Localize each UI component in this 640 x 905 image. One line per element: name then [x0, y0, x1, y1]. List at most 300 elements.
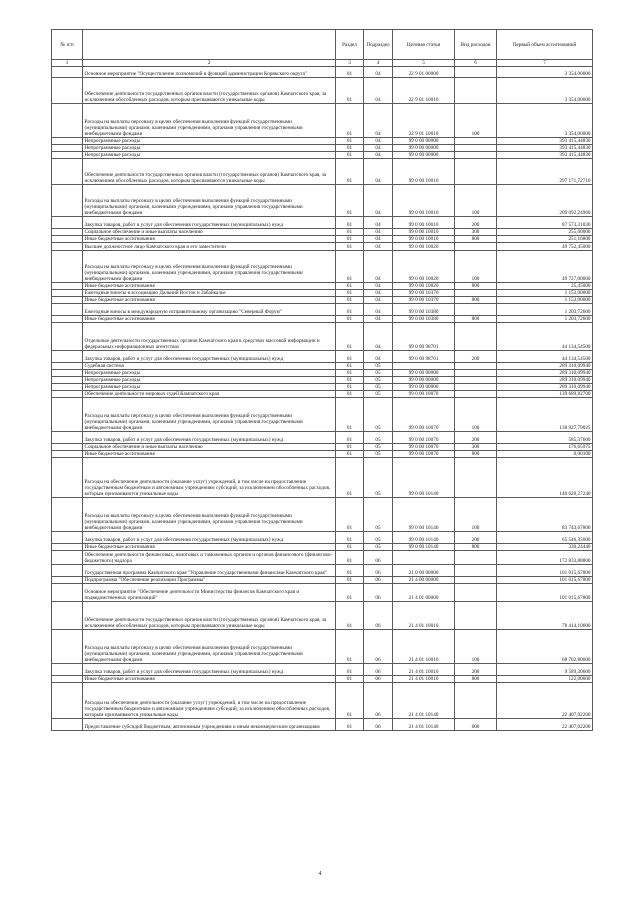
- target-article-cell: 99 0 00 10140: [393, 544, 455, 551]
- amount-cell: 83 743,67800: [497, 498, 593, 532]
- item-name-cell: Социальное обеспечение и иные выплаты населению: [83, 229, 336, 236]
- amount-cell: 393 415,44830: [497, 152, 593, 159]
- table-row: [52, 236, 593, 243]
- table-row: [52, 323, 593, 351]
- podrazdel-cell: 05: [364, 458, 393, 498]
- expense-type-cell: [455, 304, 497, 316]
- column-number: 5: [393, 60, 455, 67]
- podrazdel-cell: 04: [364, 297, 393, 304]
- target-article-cell: 21 4 01 10010: [393, 664, 455, 676]
- row-number-cell: [52, 719, 83, 731]
- table-row: [52, 251, 593, 283]
- target-article-cell: 21 4 01 10140: [393, 683, 455, 719]
- razdel-cell: 01: [336, 363, 364, 370]
- razdel-cell: 01: [336, 664, 364, 676]
- item-name-cell: Иные бюджетные ассигнования: [83, 297, 336, 304]
- col-header-amount: Первый объем ассигнований: [497, 30, 593, 60]
- razdel-cell: 01: [336, 532, 364, 544]
- podrazdel-cell: 06: [364, 676, 393, 683]
- item-name-cell: Непрограммные расходы: [83, 377, 336, 384]
- podrazdel-cell: 04: [364, 138, 393, 145]
- target-article-cell: 99 0 00 10380: [393, 304, 455, 316]
- table-row: [52, 444, 593, 451]
- expense-type-cell: 800: [455, 297, 497, 304]
- row-number-cell: [52, 152, 83, 159]
- item-name-cell: Ежегодные взносы в международную исправительному организацию "Северный Форум": [83, 304, 336, 316]
- expense-type-cell: [455, 377, 497, 384]
- table-row: [52, 138, 593, 145]
- expense-type-cell: [455, 243, 497, 251]
- row-number-cell: [52, 432, 83, 444]
- row-number-cell: [52, 78, 83, 104]
- item-name-cell: Закупка товаров, работ и услуг для обеспечения государственных (муниципальных) нужд: [83, 432, 336, 444]
- item-name-cell: Закупка товаров, работ и услуг для обеспечения государственных (муниципальных) нужд: [83, 664, 336, 676]
- razdel-cell: 01: [336, 243, 364, 251]
- amount-cell: 9 589,30600: [497, 664, 593, 676]
- podrazdel-cell: 05: [364, 370, 393, 377]
- amount-cell: 3 354,00000: [497, 67, 593, 78]
- item-name-cell: Основное мероприятие "Осуществление полномочий в функций администрации Корякского округа": [83, 67, 336, 78]
- podrazdel-cell: 04: [364, 229, 393, 236]
- row-number-cell: [52, 458, 83, 498]
- amount-cell: 68 702,80000: [497, 630, 593, 664]
- amount-cell: 139 689,82700: [497, 391, 593, 398]
- table-row: [52, 229, 593, 236]
- column-number: 7: [497, 60, 593, 67]
- item-name-cell: Расходы на выплаты персоналу в целях обеспечения выполнения функций государственными (муниципальными) органами, казенными учреждениями, органами управления государственными внебюджетными фондами: [83, 104, 336, 138]
- amount-cell: 87 573,31030: [497, 217, 593, 229]
- razdel-cell: 01: [336, 498, 364, 532]
- expense-type-cell: 800: [455, 451, 497, 458]
- expense-type-cell: 200: [455, 664, 497, 676]
- expense-type-cell: [455, 370, 497, 377]
- item-name-cell: Иные бюджетные ассигнования: [83, 451, 336, 458]
- razdel-cell: 01: [336, 719, 364, 731]
- podrazdel-cell: 04: [364, 145, 393, 152]
- amount-cell: 65 546,35000: [497, 532, 593, 544]
- amount-cell: 101 015,67800: [497, 565, 593, 577]
- razdel-cell: 01: [336, 577, 364, 584]
- amount-cell: 78 414,10600: [497, 602, 593, 630]
- razdel-cell: 01: [336, 304, 364, 316]
- item-name-cell: Высшее должностное лицо Камчатского края и его заместители: [83, 243, 336, 251]
- razdel-cell: 01: [336, 152, 364, 159]
- razdel-cell: 01: [336, 185, 364, 217]
- target-article-cell: 22 9 01 10010: [393, 104, 455, 138]
- amount-cell: 44 134,54500: [497, 351, 593, 363]
- amount-cell: 1 153,00000: [497, 297, 593, 304]
- table-row: [52, 544, 593, 551]
- table-row: [52, 363, 593, 370]
- amount-cell: 209 092,24960: [497, 185, 593, 217]
- expense-type-cell: 800: [455, 544, 497, 551]
- table-row: [52, 565, 593, 577]
- item-name-cell: Непрограммные расходы: [83, 152, 336, 159]
- table-row: [52, 577, 593, 584]
- table-header-row: [52, 30, 593, 60]
- item-name-cell: Обеспечение деятельности государственных органов власти (государственных органов) Камчатского края, за исключением обособленных расходов, которым присваиваются уникальные коды: [83, 602, 336, 630]
- table-row: [52, 377, 593, 384]
- amount-cell: 297 171,72710: [497, 159, 593, 185]
- item-name-cell: Непрограммные расходы: [83, 138, 336, 145]
- expense-type-cell: [455, 138, 497, 145]
- table-row: [52, 370, 593, 377]
- razdel-cell: 01: [336, 565, 364, 577]
- target-article-cell: 21 0 00 00000: [393, 565, 455, 577]
- target-article-cell: 99 0 00 10010: [393, 229, 455, 236]
- podrazdel-cell: 04: [364, 290, 393, 297]
- target-article-cell: 99 0 00 10010: [393, 159, 455, 185]
- podrazdel-cell: 05: [364, 532, 393, 544]
- expense-type-cell: 800: [455, 676, 497, 683]
- table-row: [52, 290, 593, 297]
- razdel-cell: 01: [336, 323, 364, 351]
- row-number-cell: [52, 290, 83, 297]
- table-row: [52, 78, 593, 104]
- table-row: [52, 458, 593, 498]
- row-number-cell: [52, 444, 83, 451]
- row-number-cell: [52, 391, 83, 398]
- target-article-cell: 99 0 00 10010: [393, 236, 455, 243]
- expense-type-cell: [455, 384, 497, 391]
- razdel-cell: 01: [336, 458, 364, 498]
- target-article-cell: 99 0 00 10020: [393, 251, 455, 283]
- col-header-target-article: Целевая статья: [393, 30, 455, 60]
- row-number-cell: [52, 104, 83, 138]
- item-name-cell: Расходы на обеспечение деятельности (оказание услуг) учреждений, в том числе на предоставление государственным бюджетным и автономным учреждениям субсидий, за исключением обособленных расходов, которым присваиваются уникальные коды: [83, 458, 336, 498]
- row-number-cell: [52, 377, 83, 384]
- col-header-podrazdel: Подраздел: [364, 30, 393, 60]
- razdel-cell: 01: [336, 351, 364, 363]
- row-number-cell: [52, 602, 83, 630]
- target-article-cell: 99 0 00 10070: [393, 451, 455, 458]
- table-row: [52, 304, 593, 316]
- col-header-number: № п/п: [52, 30, 83, 60]
- amount-cell: 289 310,09940: [497, 377, 593, 384]
- row-number-cell: [52, 363, 83, 370]
- item-name-cell: Расходы на выплаты персоналу в целях обеспечения выполнения функций государственными (муниципальными) органами, казенными учреждениями, органами управления государственными внебюджетными фондами: [83, 251, 336, 283]
- table-row: [52, 217, 593, 229]
- table-row: [52, 283, 593, 290]
- row-number-cell: [52, 323, 83, 351]
- table-row: [52, 391, 593, 398]
- item-name-cell: Закупка товаров, работ и услуг для обеспечения государственных (муниципальных) нужд: [83, 532, 336, 544]
- table-row: [52, 384, 593, 391]
- col-header-expense-type: Вид расходов: [455, 30, 497, 60]
- column-number-row: [52, 60, 593, 67]
- expense-type-cell: 300: [455, 444, 497, 451]
- podrazdel-cell: 04: [364, 67, 393, 78]
- podrazdel-cell: 05: [364, 398, 393, 432]
- item-name-cell: Обеспечение деятельности государственных органов власти (государственных органов) Камчатского края, за исключением обособленных расходов, которым присваиваются уникальные коды: [83, 159, 336, 185]
- row-number-cell: [52, 236, 83, 243]
- podrazdel-cell: 04: [364, 217, 393, 229]
- row-number-cell: [52, 551, 83, 565]
- item-name-cell: Закупка товаров, работ и услуг для обеспечения государственных (муниципальных) нужд: [83, 217, 336, 229]
- razdel-cell: 01: [336, 676, 364, 683]
- row-number-cell: [52, 498, 83, 532]
- item-name-cell: Расходы на выплаты персоналу в целях обеспечения выполнения функций государственными (муниципальными) органами, казенными учреждениями, органами управления государственными внебюджетными фондами: [83, 498, 336, 532]
- item-name-cell: Предоставление субсидий бюджетным, автономным учреждениям и иным некоммерческим организациям: [83, 719, 336, 731]
- target-article-cell: 99 0 00 00000: [393, 384, 455, 391]
- podrazdel-cell: 05: [364, 544, 393, 551]
- expense-type-cell: 800: [455, 236, 497, 243]
- table-row: [52, 145, 593, 152]
- row-number-cell: [52, 297, 83, 304]
- target-article-cell: 21 4 01 10140: [393, 719, 455, 731]
- item-name-cell: Расходы на обеспечение деятельности (оказание услуг) учреждений, в том числе на предоставление государственным бюджетным и автономным учреждениям субсидий, за исключением обособленных расходов, которым присваиваются уникальные коды: [83, 683, 336, 719]
- table-row: [52, 297, 593, 304]
- table-row: [52, 159, 593, 185]
- expense-type-cell: [455, 391, 497, 398]
- item-name-cell: Социальное обеспечение и иные выплаты населению: [83, 444, 336, 451]
- row-number-cell: [52, 676, 83, 683]
- razdel-cell: 01: [336, 451, 364, 458]
- target-article-cell: [393, 363, 455, 370]
- amount-cell: 101 015,67800: [497, 577, 593, 584]
- razdel-cell: 01: [336, 551, 364, 565]
- target-article-cell: 99 0 00 10370: [393, 297, 455, 304]
- target-article-cell: 99 0 00 10010: [393, 185, 455, 217]
- table-row: [52, 602, 593, 630]
- column-number: 3: [336, 60, 364, 67]
- table-row: [52, 185, 593, 217]
- razdel-cell: 01: [336, 138, 364, 145]
- item-name-cell: Обеспечение деятельности государственных органов власти (государственных органов) Камчатского края, за исключением обособленных расходов, которым присваиваются уникальные коды: [83, 78, 336, 104]
- row-number-cell: [52, 584, 83, 602]
- expense-type-cell: [455, 458, 497, 498]
- item-name-cell: Расходы на выплаты персоналу в целях обеспечения выполнения функций государственными (муниципальными) органами, казенными учреждениями, органами управления государственными внебюджетными фондами: [83, 398, 336, 432]
- column-number: 6: [455, 60, 497, 67]
- row-number-cell: [52, 217, 83, 229]
- table-row: [52, 532, 593, 544]
- expense-type-cell: 200: [455, 532, 497, 544]
- item-name-cell: Иные бюджетные ассигнования: [83, 544, 336, 551]
- expense-type-cell: [455, 602, 497, 630]
- amount-cell: 22 407,02200: [497, 719, 593, 731]
- expense-type-cell: [455, 152, 497, 159]
- table-row: [52, 683, 593, 719]
- target-article-cell: 99 0 00 10070: [393, 432, 455, 444]
- item-name-cell: Ежегодные взносы в ассоциацию Дальний Восток и Забайкалье: [83, 290, 336, 297]
- amount-cell: 22 407,02200: [497, 683, 593, 719]
- podrazdel-cell: 04: [364, 185, 393, 217]
- column-number: 2: [83, 60, 336, 67]
- amount-cell: 393 415,44830: [497, 145, 593, 152]
- row-number-cell: [52, 304, 83, 316]
- expense-type-cell: [455, 78, 497, 104]
- expense-type-cell: 300: [455, 229, 497, 236]
- item-name-cell: Непрограммные расходы: [83, 145, 336, 152]
- razdel-cell: 01: [336, 370, 364, 377]
- table-row: [52, 498, 593, 532]
- table-row: [52, 630, 593, 664]
- item-name-cell: Непрограммные расходы: [83, 384, 336, 391]
- amount-cell: 289 310,09940: [497, 384, 593, 391]
- podrazdel-cell: 04: [364, 104, 393, 138]
- amount-cell: 585,37600: [497, 432, 593, 444]
- expense-type-cell: [455, 67, 497, 78]
- amount-cell: 1 153,00000: [497, 290, 593, 297]
- table-row: [52, 584, 593, 602]
- podrazdel-cell: 05: [364, 498, 393, 532]
- table-row: [52, 432, 593, 444]
- podrazdel-cell: 04: [364, 251, 393, 283]
- razdel-cell: 01: [336, 78, 364, 104]
- razdel-cell: 01: [336, 283, 364, 290]
- item-name-cell: Отдельные деятельности государственных органов Камчатского края в средствах массовой информации и федеральных информационных агентствах: [83, 323, 336, 351]
- podrazdel-cell: 06: [364, 577, 393, 584]
- expense-type-cell: 100: [455, 185, 497, 217]
- amount-cell: 49 752,45000: [497, 243, 593, 251]
- target-article-cell: 99 0 00 10140: [393, 498, 455, 532]
- target-article-cell: 22 9 01 10010: [393, 78, 455, 104]
- target-article-cell: 99 0 00 10140: [393, 458, 455, 498]
- razdel-cell: 01: [336, 683, 364, 719]
- podrazdel-cell: 04: [364, 351, 393, 363]
- target-article-cell: 99 0 00 00000: [393, 138, 455, 145]
- amount-cell: 1 203,72600: [497, 304, 593, 316]
- amount-cell: 289 310,09940: [497, 370, 593, 377]
- amount-cell: 172 833,88800: [497, 551, 593, 565]
- razdel-cell: 01: [336, 67, 364, 78]
- expense-type-cell: 600: [455, 719, 497, 731]
- expense-type-cell: 100: [455, 398, 497, 432]
- target-article-cell: 99 0 00 00000: [393, 370, 455, 377]
- expense-type-cell: 100: [455, 498, 497, 532]
- razdel-cell: 01: [336, 290, 364, 297]
- amount-cell: 140 620,27240: [497, 458, 593, 498]
- budget-table: [51, 29, 593, 731]
- col-header-razdel: Раздел: [336, 30, 364, 60]
- razdel-cell: 01: [336, 602, 364, 630]
- expense-type-cell: 800: [455, 283, 497, 290]
- expense-type-cell: 200: [455, 351, 497, 363]
- table-row: [52, 676, 593, 683]
- row-number-cell: [52, 544, 83, 551]
- razdel-cell: 01: [336, 297, 364, 304]
- podrazdel-cell: 05: [364, 444, 393, 451]
- table-row: [52, 551, 593, 565]
- item-name-cell: Иные бюджетные ассигнования: [83, 316, 336, 323]
- razdel-cell: 01: [336, 444, 364, 451]
- razdel-cell: 01: [336, 377, 364, 384]
- target-article-cell: 99 0 00 00000: [393, 377, 455, 384]
- razdel-cell: 01: [336, 432, 364, 444]
- podrazdel-cell: 06: [364, 565, 393, 577]
- amount-cell: 289 310,09940: [497, 363, 593, 370]
- razdel-cell: 01: [336, 236, 364, 243]
- razdel-cell: 01: [336, 229, 364, 236]
- row-number-cell: [52, 145, 83, 152]
- table-body: [52, 67, 593, 731]
- expense-type-cell: 100: [455, 630, 497, 664]
- expense-type-cell: 200: [455, 432, 497, 444]
- row-number-cell: [52, 398, 83, 432]
- razdel-cell: 01: [336, 584, 364, 602]
- razdel-cell: 01: [336, 544, 364, 551]
- expense-type-cell: 200: [455, 217, 497, 229]
- item-name-cell: Непрограммные расходы: [83, 370, 336, 377]
- page-number: 4: [318, 871, 322, 877]
- table-row: [52, 316, 593, 323]
- target-article-cell: 99 0 00 10070: [393, 444, 455, 451]
- expense-type-cell: 100: [455, 251, 497, 283]
- row-number-cell: [52, 316, 83, 323]
- amount-cell: 3 354,00000: [497, 104, 593, 138]
- amount-cell: 330,24440: [497, 544, 593, 551]
- razdel-cell: 01: [336, 384, 364, 391]
- podrazdel-cell: 04: [364, 304, 393, 316]
- podrazdel-cell: 06: [364, 719, 393, 731]
- item-name-cell: Основное мероприятие "Обеспечение деятельности Министерства финансов Камчатского края и подведомственных организаций": [83, 584, 336, 602]
- podrazdel-cell: 05: [364, 451, 393, 458]
- row-number-cell: [52, 351, 83, 363]
- expense-type-cell: [455, 145, 497, 152]
- podrazdel-cell: 05: [364, 391, 393, 398]
- razdel-cell: 01: [336, 217, 364, 229]
- column-number: 4: [364, 60, 393, 67]
- podrazdel-cell: 04: [364, 323, 393, 351]
- item-name-cell: Обеспечение деятельности мировых судей Камчатского края: [83, 391, 336, 398]
- razdel-cell: 01: [336, 630, 364, 664]
- target-article-cell: 21 4 01 00000: [393, 584, 455, 602]
- row-number-cell: [52, 138, 83, 145]
- podrazdel-cell: 04: [364, 159, 393, 185]
- table-row: [52, 664, 593, 676]
- item-name-cell: Иные бюджетные ассигнования: [83, 236, 336, 243]
- amount-cell: 122,00000: [497, 676, 593, 683]
- expense-type-cell: [455, 290, 497, 297]
- item-name-cell: Подпрограмма "Обеспечение реализации Программы": [83, 577, 336, 584]
- podrazdel-cell: 04: [364, 316, 393, 323]
- amount-cell: 49 727,00000: [497, 251, 593, 283]
- amount-cell: 1 203,72600: [497, 316, 593, 323]
- table-row: [52, 398, 593, 432]
- podrazdel-cell: 05: [364, 377, 393, 384]
- razdel-cell: 01: [336, 251, 364, 283]
- razdel-cell: 01: [336, 398, 364, 432]
- target-article-cell: 99 0 00 10370: [393, 290, 455, 297]
- item-name-cell: Расходы на выплаты персоналу в целях обеспечения выполнения функций государственными (муниципальными) органами, казенными учреждениями, органами управления государственными внебюджетными фондами: [83, 185, 336, 217]
- table-row: [52, 451, 593, 458]
- target-article-cell: 21 4 01 10010: [393, 630, 455, 664]
- expense-type-cell: 800: [455, 316, 497, 323]
- table-row: [52, 104, 593, 138]
- amount-cell: 44 134,54500: [497, 323, 593, 351]
- row-number-cell: [52, 664, 83, 676]
- row-number-cell: [52, 451, 83, 458]
- item-name-cell: Иные бюджетные ассигнования: [83, 283, 336, 290]
- razdel-cell: 01: [336, 104, 364, 138]
- row-number-cell: [52, 243, 83, 251]
- item-name-cell: Иные бюджетные ассигнования: [83, 676, 336, 683]
- podrazdel-cell: 04: [364, 78, 393, 104]
- razdel-cell: 01: [336, 159, 364, 185]
- row-number-cell: [52, 577, 83, 584]
- target-article-cell: 99 0 00 00000: [393, 145, 455, 152]
- target-article-cell: 99 0 00 10070: [393, 398, 455, 432]
- amount-cell: 138 927,79025: [497, 398, 593, 432]
- target-article-cell: 21 4 00 00000: [393, 577, 455, 584]
- target-article-cell: 21 4 01 10010: [393, 602, 455, 630]
- razdel-cell: 01: [336, 391, 364, 398]
- target-article-cell: 99 0 00 10070: [393, 391, 455, 398]
- podrazdel-cell: 06: [364, 683, 393, 719]
- amount-cell: 176,65975: [497, 444, 593, 451]
- podrazdel-cell: 06: [364, 551, 393, 565]
- expense-type-cell: [455, 363, 497, 370]
